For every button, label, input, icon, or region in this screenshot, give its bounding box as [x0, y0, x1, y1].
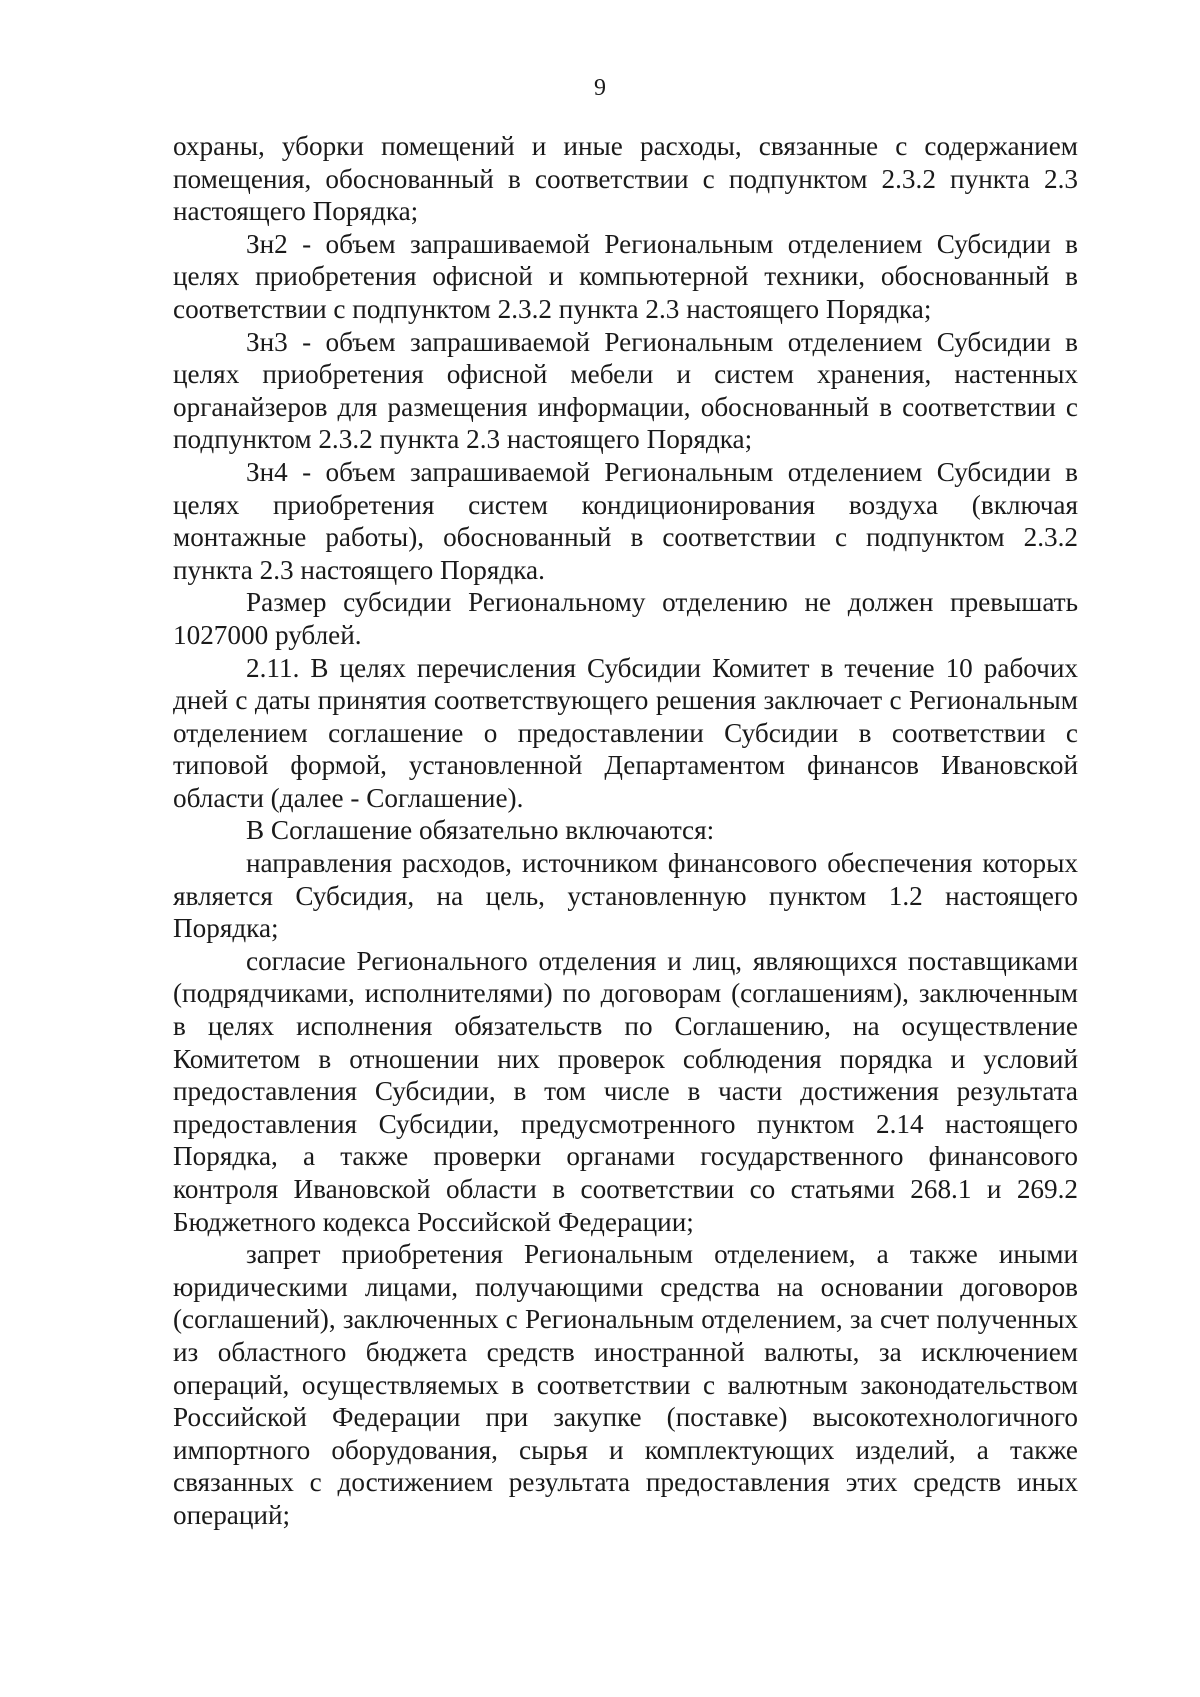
paragraph: В Соглашение обязательно включаются:	[246, 815, 715, 846]
document-body	[173, 130, 1078, 1532]
paragraph: Зн4 - объем запрашиваемой Региональным отделением Субсидии в целях приобретения систем кондиционирования воздуха (включая монтажные работы), обоснованный в соответствии с подпунктом 2.3.2 пункта 2.3 настоящего Порядка.	[173, 456, 1078, 585]
paragraph: 2.11. В целях перечисления Субсидии Комитет в течение 10 рабочих дней с даты принятия соответствующего решения заключает с Региональным отделением соглашение о предоставлении Субсидии в соответствии с типовой формой, установленной Департаментом финансов Ивановской области (далее - Соглашение).	[173, 652, 1078, 813]
paragraph: согласие Регионального отделения и лиц, являющихся поставщиками (подрядчиками, исполнителями) по договорам (соглашениям), заключенным в целях исполнения обязательств по Соглашению, на осуществление Комитетом в отношении них проверок соблюдения порядка и условий предоставления Субсидии, в том числе в части достижения результата предоставления Субсидии, предусмотренного пунктом 2.14 настоящего Порядка, а также проверки органами государственного финансового контроля Ивановской области в соответствии со статьями 268.1 и 269.2 Бюджетного кодекса Российской Федерации;	[173, 945, 1078, 1237]
paragraph: охраны, уборки помещений и иные расходы, связанные с содержанием помещения, обоснованный в соответствии с подпунктом 2.3.2 пункта 2.3 настоящего Порядка;	[173, 131, 1078, 227]
paragraph: Зн3 - объем запрашиваемой Региональным отделением Субсидии в целях приобретения офисной мебели и систем хранения, настенных органайзеров для размещения информации, обоснованный в соответствии с подпунктом 2.3.2 пункта 2.3 настоящего Порядка;	[173, 326, 1078, 455]
page-number: 9	[594, 75, 606, 101]
paragraph: направления расходов, источником финансового обеспечения которых является Субсидия, на цель, установленную пунктом 1.2 настоящего Порядка;	[173, 848, 1078, 944]
paragraph: запрет приобретения Региональным отделением, а также иными юридическими лицами, получающими средства на основании договоров (соглашений), заключенных с Региональным отделением, за счет полученных из областного бюджета средств иностранной валюты, за исключением операций, осуществляемых в соответствии с валютным законодательством Российской Федерации при закупке (поставке) высокотехнологичного импортного оборудования, сырья и комплектующих изделий, а также связанных с достижением результата предоставления этих средств иных операций;	[173, 1239, 1078, 1530]
paragraph: Размер субсидии Региональному отделению не должен превышать 1027000 рублей.	[173, 587, 1078, 650]
paragraph: Зн2 - объем запрашиваемой Региональным отделением Субсидии в целях приобретения офисной и компьютерной техники, обоснованный в соответствии с подпунктом 2.3.2 пункта 2.3 настоящего Порядка;	[173, 228, 1078, 324]
